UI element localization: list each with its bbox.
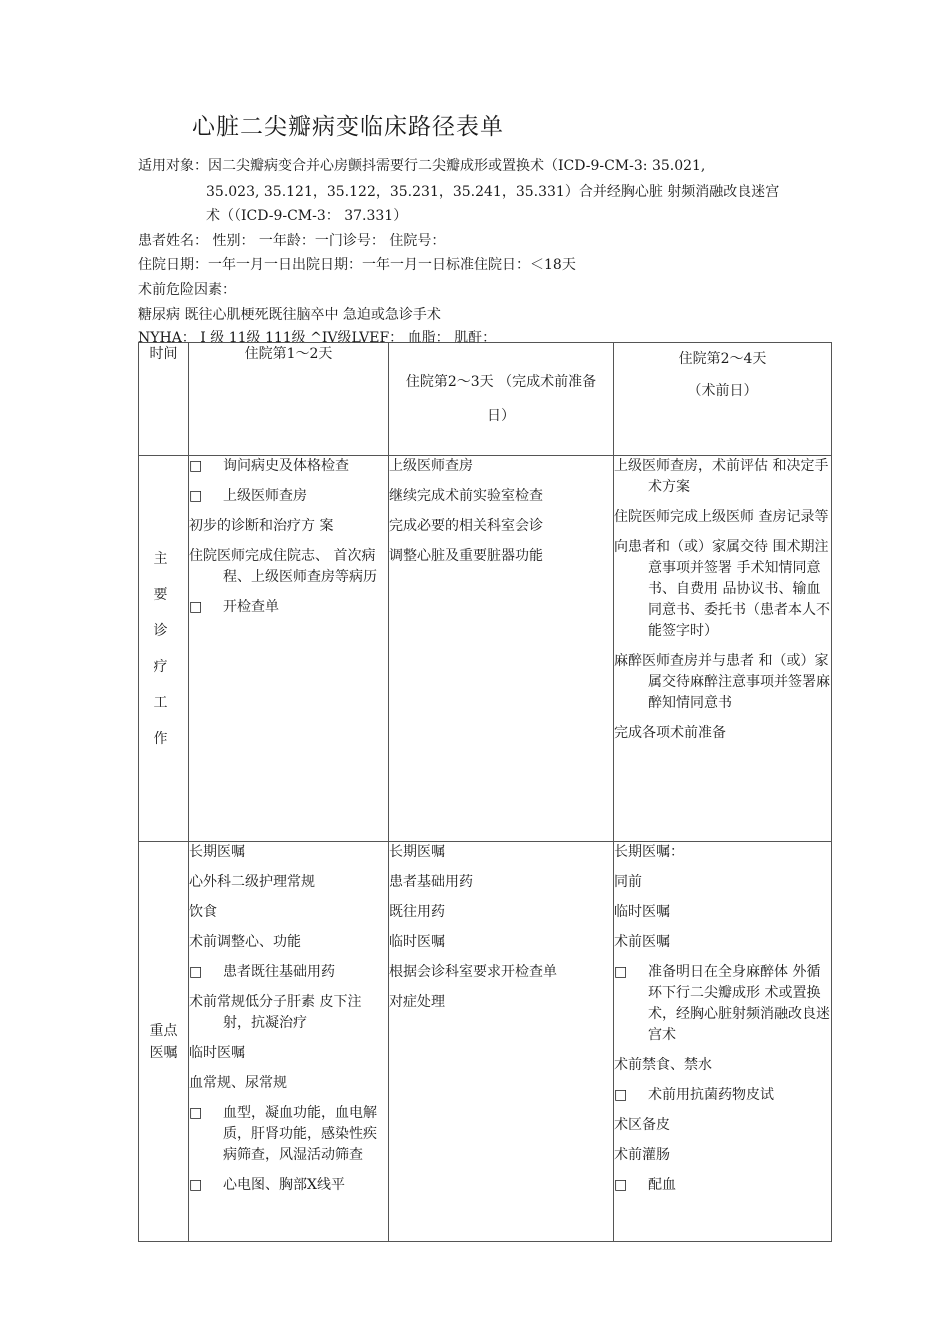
checkbox-icon: □ — [189, 458, 203, 474]
row-label-line: 医嘱 — [149, 1044, 178, 1061]
list-item: 同前 — [614, 874, 642, 890]
list-item: 住院医师完成住院志、 首次病程、上级医师查房等病历 — [189, 548, 377, 585]
scope-line-1: 适用对象：因二尖瓣病变合并心房颤抖需要行二尖瓣成形或置换术（ICD-9-CM-3: 35.021, — [138, 158, 706, 174]
main-work-day1-cell — [189, 456, 389, 842]
header-day-2-4-line2: （术前日） — [687, 383, 758, 399]
list-item: 临时医嘱 — [614, 904, 670, 920]
list-item: 长期医嘱 — [389, 844, 445, 860]
list-item: 既往用药 — [389, 904, 445, 920]
list-item: 饮食 — [189, 904, 217, 920]
key-orders-day3-cell — [614, 842, 832, 1242]
checkbox-icon: □ — [614, 1087, 628, 1103]
row-label-line: 主 要 — [153, 550, 182, 603]
checkbox-icon: □ — [189, 488, 203, 504]
key-orders-row — [139, 842, 832, 1242]
list-item: 患者基础用药 — [389, 874, 473, 890]
list-item: 临时医嘱 — [189, 1045, 245, 1061]
list-item: □ 血型，凝血功能，血电解质，肝肾功能，感染性疾病筛查，风湿活动筛查 — [189, 1105, 377, 1163]
list-item: 术前禁食、禁水 — [614, 1057, 712, 1073]
list-item: □ 开检查单 — [189, 597, 388, 618]
list-item: 术前灌肠 — [614, 1147, 670, 1163]
risk-factors-items: 糖尿病 既往心肌梗死既往脑卒中 急迫或急诊手术 — [138, 307, 441, 323]
key-orders-row-label — [139, 842, 189, 1242]
list-item: 长期医嘱： — [614, 844, 684, 860]
checkbox-icon: □ — [189, 964, 203, 980]
list-item: 术区备皮 — [614, 1117, 670, 1133]
key-orders-day2-cell — [389, 842, 614, 1242]
header-time: 时间 — [139, 343, 189, 456]
list-item: 向患者和（或）家属交待 围术期注意事项并签署 手术知情同意书、自费用 品协议书、输血同意书、委托书（患者本人不能签字时） — [614, 539, 830, 639]
list-item: 住院医师完成上级医师 查房记录等 — [614, 509, 829, 525]
list-item: 根据会诊科室要求开检查单 — [389, 964, 557, 980]
checkbox-icon: □ — [614, 1177, 628, 1193]
header-day-1-2: 住院第1〜2天 — [189, 343, 389, 456]
list-item: 术前常规低分子肝素 皮下注射，抗凝治疗 — [189, 994, 362, 1031]
list-item: 长期医嘱 — [189, 844, 245, 860]
checkbox-icon: □ — [189, 1105, 203, 1121]
header-day-2-4-line1: 住院第2〜4天 — [678, 351, 767, 367]
list-item: 上级医师查房 — [389, 458, 473, 474]
list-item: 继续完成术前实验室检查 — [389, 488, 543, 504]
list-item: 初步的诊断和治疗方 案 — [189, 518, 334, 534]
list-item: □ 心电图、胸部X线平 — [189, 1175, 388, 1196]
row-label-line: 重点 — [149, 1022, 178, 1039]
header-day-2-4 — [614, 343, 832, 456]
row-label-line: 工 作 — [153, 694, 182, 747]
scope-line-2: 35.023, 35.121，35.122，35.231，35.241，35.331）合并经胸心脏 射频消融改良迷宫 — [206, 184, 780, 200]
list-item: 上级医师查房，术前评估 和决定手术方案 — [614, 458, 829, 495]
patient-info-line: 患者姓名： 性别： 一年龄：一门诊号： 住院号： — [138, 233, 446, 249]
admission-dates-line: 住院日期：一年一月一日出院日期：一年一月一日标准住院日：＜18天 — [138, 257, 576, 273]
risk-factors-label: 术前危险因素： — [138, 282, 236, 298]
header-day-2-3 — [389, 343, 614, 456]
main-work-row-label — [139, 456, 189, 842]
list-item: 调整心脏及重要脏器功能 — [389, 548, 543, 564]
checkbox-icon: □ — [189, 599, 203, 615]
list-item: □ 准备明日在全身麻醉体 外循环下行二尖瓣成形 术或置换术，经胸心脏射频消融改良迷宫术 — [614, 964, 830, 1043]
table-header-row — [139, 343, 832, 456]
list-item: □ 配血 — [614, 1175, 831, 1196]
list-item: 临时医嘱 — [389, 934, 445, 950]
header-day-2-3-line1: 住院第2〜3天 （完成术前准备 — [405, 374, 597, 390]
list-item: 术前调整心、功能 — [189, 934, 301, 950]
scope-line-3: 术（（ICD-9-CM-3： 37.331） — [206, 208, 408, 224]
checkbox-icon: □ — [189, 1177, 203, 1193]
list-item: 麻醉医师查房并与患者 和（或）家属交待麻醉注意事项并签署麻醉知情同意书 — [614, 653, 830, 711]
clinical-pathway-table — [138, 342, 832, 1242]
row-label-line: 诊 疗 — [153, 622, 182, 675]
list-item: 对症处理 — [389, 994, 445, 1010]
main-work-day2-cell — [389, 456, 614, 842]
list-item: □ 术前用抗菌药物皮试 — [614, 1085, 831, 1106]
list-item: 完成必要的相关科室会诊 — [389, 518, 543, 534]
header-day-2-3-line2: 日） — [487, 408, 515, 424]
checkbox-icon: □ — [614, 964, 628, 980]
key-orders-day1-cell — [189, 842, 389, 1242]
document-title: 心脏二尖瓣病变临床路径表单 — [192, 114, 504, 140]
list-item: □ 患者既往基础用药 — [189, 962, 388, 983]
list-item: 术前医嘱 — [614, 934, 670, 950]
main-work-row — [139, 456, 832, 842]
list-item: 血常规、尿常规 — [189, 1075, 287, 1091]
main-work-day3-cell — [614, 456, 832, 842]
list-item: 心外科二级护理常规 — [189, 874, 315, 890]
nyha-line: NYHA： I 级 11级 111级 ^IV级LVEF： 血脂： 肌酐： — [138, 330, 497, 346]
list-item: □ 上级医师查房 — [189, 486, 388, 507]
list-item: □ 询问病史及体格检查 — [189, 456, 388, 477]
list-item: 完成各项术前准备 — [614, 725, 726, 741]
